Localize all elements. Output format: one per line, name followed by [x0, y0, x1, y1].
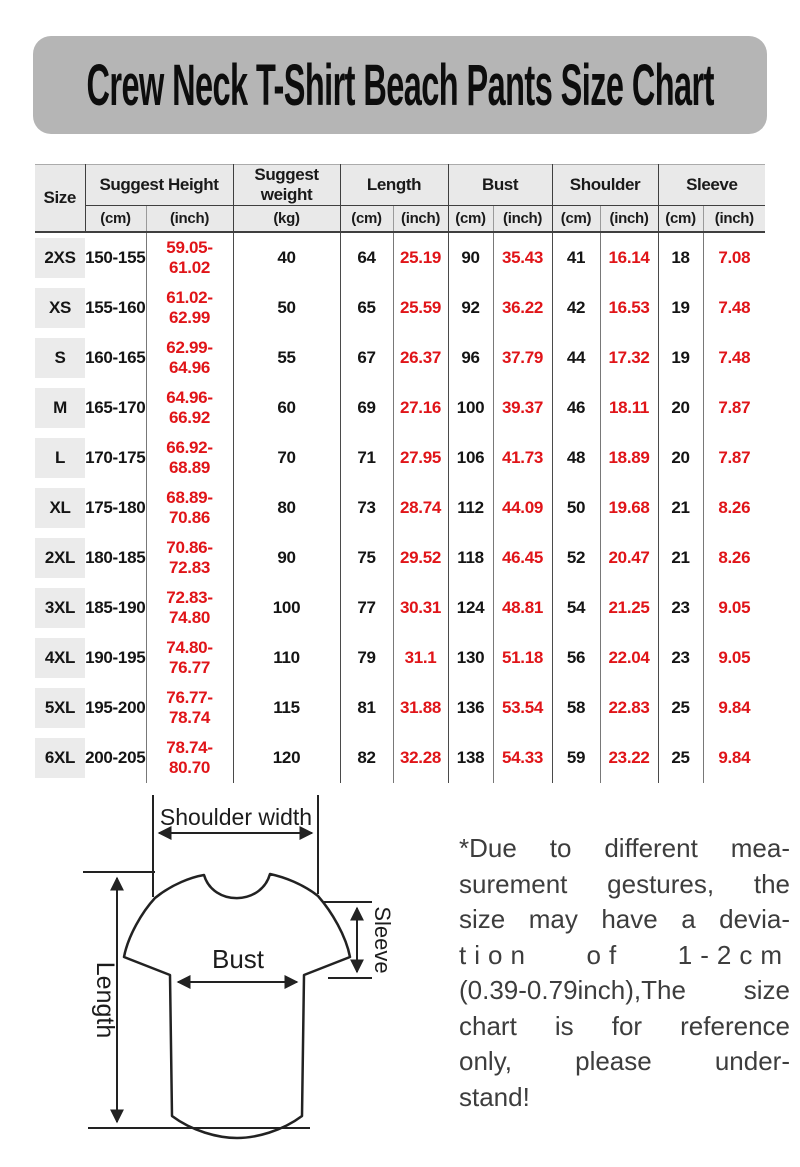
table-cell: 31.88 [393, 683, 448, 733]
table-row [35, 533, 765, 583]
table-cell: 9.84 [703, 733, 765, 783]
size-cell [35, 383, 85, 433]
table-cell: 48.81 [493, 583, 552, 633]
table-cell: 78.74-80.70 [146, 733, 233, 783]
unit-shoulder-inch: (inch) [600, 206, 658, 232]
table-cell: 29.52 [393, 533, 448, 583]
shoulder-width-label: Shoulder width [159, 804, 313, 830]
size-cell [35, 232, 85, 283]
table-cell: 28.74 [393, 483, 448, 533]
table-cell: 20.47 [600, 533, 658, 583]
size-cell [35, 533, 85, 583]
size-cell [35, 283, 85, 333]
size-cell [35, 733, 85, 783]
note-line: only, please under- [459, 1046, 790, 1076]
table-cell: 50 [233, 283, 340, 333]
table-cell: 77 [340, 583, 393, 633]
table-cell: 59.05-61.02 [146, 232, 233, 283]
table-row [35, 683, 765, 733]
table-cell: 7.48 [703, 283, 765, 333]
bust-label: Bust [211, 944, 265, 974]
table-cell: 36.22 [493, 283, 552, 333]
table-cell: 190-195 [85, 633, 146, 683]
table-cell: 20 [658, 383, 703, 433]
table-cell: 66.92-68.89 [146, 433, 233, 483]
table-cell: 50 [552, 483, 600, 533]
table-cell: 26.37 [393, 333, 448, 383]
table-cell: 52 [552, 533, 600, 583]
table-cell: 92 [448, 283, 493, 333]
col-suggest-weight: Suggest weight [233, 165, 340, 206]
table-row [35, 583, 765, 633]
table-row [35, 333, 765, 383]
table-cell: 59 [552, 733, 600, 783]
table-cell: 21 [658, 483, 703, 533]
table-cell: 7.87 [703, 383, 765, 433]
table-cell: 54.33 [493, 733, 552, 783]
table-cell: 7.87 [703, 433, 765, 483]
table-cell: 185-190 [85, 583, 146, 633]
size-label: 6XL [35, 738, 85, 778]
table-cell: 130 [448, 633, 493, 683]
table-cell: 8.26 [703, 533, 765, 583]
table-cell: 62.99-64.96 [146, 333, 233, 383]
table-cell: 64 [340, 232, 393, 283]
table-cell: 58 [552, 683, 600, 733]
table-cell: 41 [552, 232, 600, 283]
table-cell: 18.11 [600, 383, 658, 433]
unit-bust-cm: (cm) [448, 206, 493, 232]
table-cell: 27.95 [393, 433, 448, 483]
table-cell: 39.37 [493, 383, 552, 433]
table-cell: 200-205 [85, 733, 146, 783]
note-line: tion of 1-2cm [459, 939, 790, 970]
size-label: XS [35, 288, 85, 328]
table-cell: 22.83 [600, 683, 658, 733]
unit-length-cm: (cm) [340, 206, 393, 232]
unit-sleeve-cm: (cm) [658, 206, 703, 232]
table-cell: 8.26 [703, 483, 765, 533]
table-cell: 19 [658, 333, 703, 383]
size-label: M [35, 388, 85, 428]
size-cell [35, 633, 85, 683]
table-cell: 64.96-66.92 [146, 383, 233, 433]
table-cell: 100 [233, 583, 340, 633]
unit-height-cm: (cm) [85, 206, 146, 232]
title-banner [33, 36, 767, 134]
note-line: chart is for reference [459, 1010, 790, 1041]
table-cell: 19 [658, 283, 703, 333]
table-cell: 76.77-78.74 [146, 683, 233, 733]
note-line: (0.39-0.79inch),The size [459, 975, 790, 1005]
table-cell: 90 [448, 232, 493, 283]
unit-sleeve-inch: (inch) [703, 206, 765, 232]
table-cell: 90 [233, 533, 340, 583]
table-cell: 7.08 [703, 232, 765, 283]
size-label: 2XS [35, 238, 85, 278]
note-line: size may have a devia- [459, 904, 790, 934]
table-cell: 30.31 [393, 583, 448, 633]
table-cell: 65 [340, 283, 393, 333]
col-suggest-height: Suggest Height [85, 165, 233, 206]
table-cell: 115 [233, 683, 340, 733]
table-cell: 22.04 [600, 633, 658, 683]
table-cell: 71 [340, 433, 393, 483]
table-cell: 155-160 [85, 283, 146, 333]
table-cell: 31.1 [393, 633, 448, 683]
table-cell: 180-185 [85, 533, 146, 583]
table-cell: 73 [340, 483, 393, 533]
table-header [35, 165, 765, 232]
table-cell: 70.86-72.83 [146, 533, 233, 583]
size-label: XL [35, 488, 85, 528]
size-cell [35, 683, 85, 733]
table-cell: 72.83-74.80 [146, 583, 233, 633]
sleeve-label: Sleeve [370, 906, 395, 974]
table-cell: 112 [448, 483, 493, 533]
table-cell: 9.05 [703, 583, 765, 633]
table-cell: 25.19 [393, 232, 448, 283]
table-cell: 54 [552, 583, 600, 633]
table-cell: 21 [658, 533, 703, 583]
unit-shoulder-cm: (cm) [552, 206, 600, 232]
header-group-row [35, 165, 765, 206]
table-cell: 41.73 [493, 433, 552, 483]
col-size: Size [35, 165, 85, 232]
table-cell: 35.43 [493, 232, 552, 283]
table-cell: 160-165 [85, 333, 146, 383]
size-cell [35, 583, 85, 633]
table-cell: 150-155 [85, 232, 146, 283]
table-row [35, 383, 765, 433]
table-cell: 118 [448, 533, 493, 583]
table-cell: 60 [233, 383, 340, 433]
table-cell: 48 [552, 433, 600, 483]
table-cell: 124 [448, 583, 493, 633]
col-length: Length [340, 165, 448, 206]
size-cell [35, 483, 85, 533]
table-cell: 136 [448, 683, 493, 733]
table-cell: 46 [552, 383, 600, 433]
table-row [35, 232, 765, 283]
table-cell: 25 [658, 733, 703, 783]
tshirt-diagram [0, 785, 450, 1167]
table-cell: 40 [233, 232, 340, 283]
table-cell: 69 [340, 383, 393, 433]
table-cell: 68.89-70.86 [146, 483, 233, 533]
table-cell: 53.54 [493, 683, 552, 733]
table-cell: 165-170 [85, 383, 146, 433]
col-bust: Bust [448, 165, 552, 206]
note-text [459, 831, 790, 1115]
length-label: Length [91, 961, 119, 1039]
table-cell: 42 [552, 283, 600, 333]
table-cell: 82 [340, 733, 393, 783]
table-cell: 106 [448, 433, 493, 483]
size-cell [35, 433, 85, 483]
size-cell [35, 333, 85, 383]
note-line: stand! [459, 1081, 530, 1112]
table-cell: 37.79 [493, 333, 552, 383]
table-cell: 19.68 [600, 483, 658, 533]
table-cell: 9.05 [703, 633, 765, 683]
table-cell: 44 [552, 333, 600, 383]
size-label: 4XL [35, 638, 85, 678]
col-sleeve: Sleeve [658, 165, 765, 206]
tshirt-outline [124, 874, 350, 1138]
table-cell: 55 [233, 333, 340, 383]
size-label: S [35, 338, 85, 378]
table-cell: 75 [340, 533, 393, 583]
size-label: 3XL [35, 588, 85, 628]
table-cell: 100 [448, 383, 493, 433]
table-row [35, 733, 765, 783]
table-cell: 20 [658, 433, 703, 483]
table-row [35, 433, 765, 483]
size-table [35, 164, 765, 783]
table-cell: 138 [448, 733, 493, 783]
table-cell: 16.53 [600, 283, 658, 333]
table-cell: 67 [340, 333, 393, 383]
table-cell: 23 [658, 583, 703, 633]
page-title: Crew Neck T-Shirt Beach Pants Size Chart [86, 52, 714, 118]
table-cell: 46.45 [493, 533, 552, 583]
table-cell: 44.09 [493, 483, 552, 533]
unit-weight-kg: (kg) [233, 206, 340, 232]
table-cell: 17.32 [600, 333, 658, 383]
size-label: 2XL [35, 538, 85, 578]
note-line: *Due to different mea- [459, 833, 790, 863]
table-cell: 80 [233, 483, 340, 533]
table-cell: 9.84 [703, 683, 765, 733]
table-cell: 81 [340, 683, 393, 733]
table-cell: 70 [233, 433, 340, 483]
table-cell: 23 [658, 633, 703, 683]
table-cell: 16.14 [600, 232, 658, 283]
unit-length-inch: (inch) [393, 206, 448, 232]
size-label: L [35, 438, 85, 478]
table-cell: 61.02-62.99 [146, 283, 233, 333]
table-cell: 74.80-76.77 [146, 633, 233, 683]
table-cell: 79 [340, 633, 393, 683]
note-line: surement gestures, the [459, 868, 790, 899]
table-cell: 23.22 [600, 733, 658, 783]
table-row [35, 483, 765, 533]
table-row [35, 283, 765, 333]
table-cell: 18 [658, 232, 703, 283]
table-cell: 170-175 [85, 433, 146, 483]
table-cell: 51.18 [493, 633, 552, 683]
table-cell: 96 [448, 333, 493, 383]
table-cell: 21.25 [600, 583, 658, 633]
table-cell: 25 [658, 683, 703, 733]
table-cell: 27.16 [393, 383, 448, 433]
header-unit-row [35, 206, 765, 232]
unit-height-inch: (inch) [146, 206, 233, 232]
table-cell: 195-200 [85, 683, 146, 733]
table-cell: 110 [233, 633, 340, 683]
col-shoulder: Shoulder [552, 165, 658, 206]
table-cell: 25.59 [393, 283, 448, 333]
table-cell: 7.48 [703, 333, 765, 383]
table-cell: 56 [552, 633, 600, 683]
unit-bust-inch: (inch) [493, 206, 552, 232]
table-cell: 32.28 [393, 733, 448, 783]
size-table-body [35, 232, 765, 783]
table-cell: 18.89 [600, 433, 658, 483]
table-cell: 120 [233, 733, 340, 783]
table-row [35, 633, 765, 683]
table-cell: 175-180 [85, 483, 146, 533]
size-label: 5XL [35, 688, 85, 728]
